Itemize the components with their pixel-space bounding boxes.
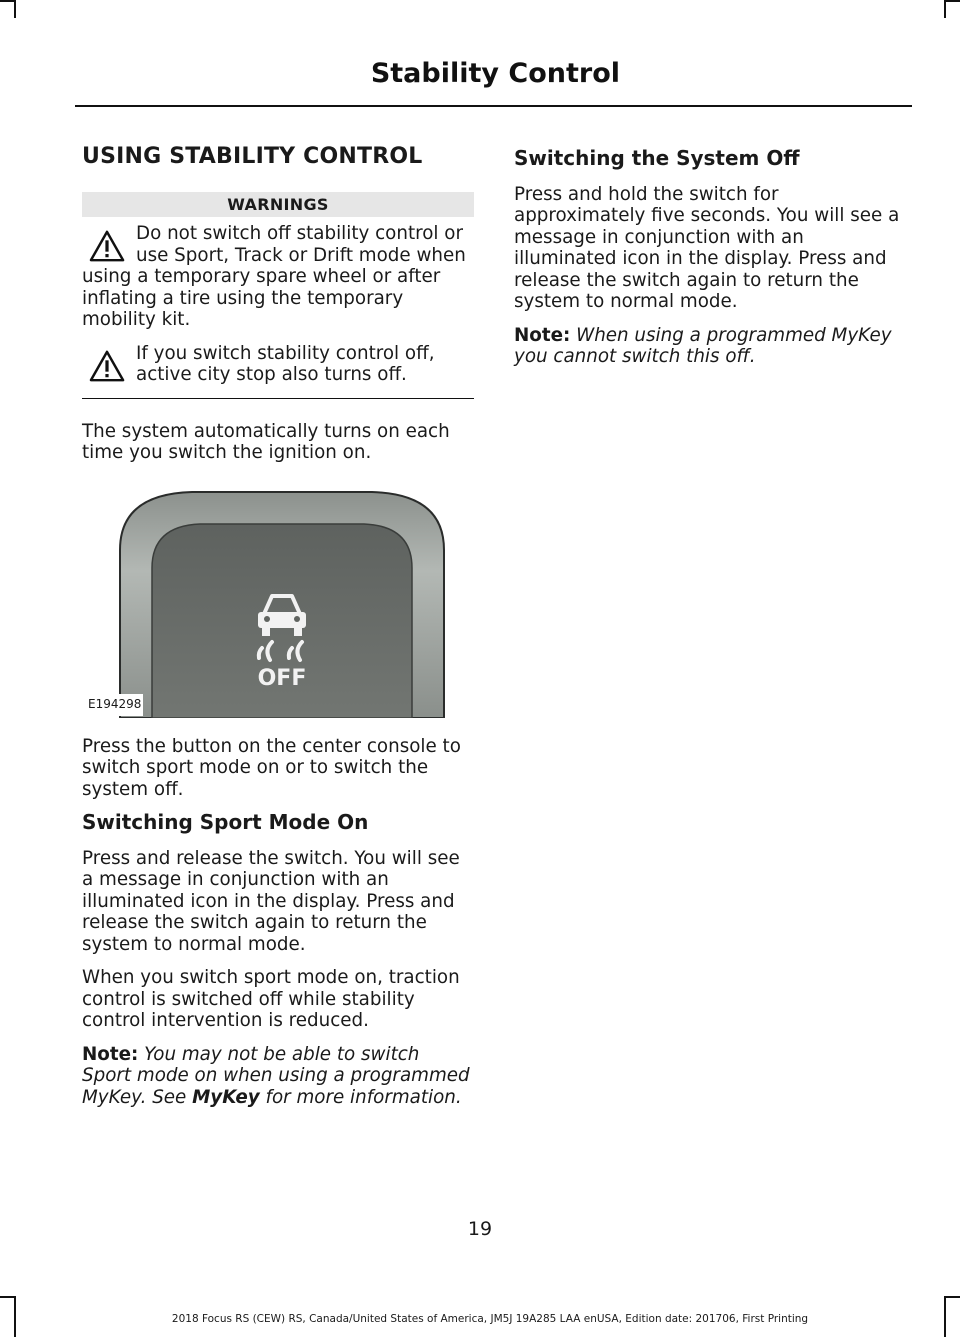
note [514,325,906,368]
section-heading: USING STABILITY CONTROL [82,144,423,169]
left-column [82,138,474,1120]
page-title: Stability Control [370,58,620,89]
warning-item [82,223,474,331]
paragraph: When you switch sport mode on, traction control is switched off while stability control intervention is reduced. [82,967,460,1031]
paragraph: Press and release the switch. You will see a message in conjunction with an illuminated icon in the display. Press and release the switch again to return the system to normal mode. [82,847,460,955]
warning-triangle-icon [88,349,126,383]
figure-code: E194298 [86,694,143,716]
note-text: You may not be able to switch Sport mode on when using a programmed MyKey. See [82,1043,470,1108]
note [82,1044,474,1109]
console-button-figure [82,490,474,718]
crop-mark [944,0,946,18]
warning-item [82,343,474,386]
warning-text: If you switch stability control off, active city stop also turns off. [136,342,435,385]
note-text: When using a programmed MyKey you cannot switch this off. [514,324,892,367]
note-label: Note: [514,324,571,346]
warnings-heading: WARNINGS [82,192,474,218]
right-column [514,138,906,380]
paragraph: Press and hold the switch for approximately five seconds. You will see a message in conjunction with an illuminated icon in the display. Press and release the switch again to return the system to normal mode. [514,183,900,312]
crop-mark [14,0,16,18]
paragraph: Press the button on the center console to switch sport mode on or to switch the system off. [82,735,461,800]
paragraph: The system automatically turns on each time you switch the ignition on. [82,420,450,463]
note-label: Note: [82,1043,139,1065]
subheading: Switching Sport Mode On [82,810,369,834]
crop-mark [0,1296,16,1298]
stability-button-illustration [82,490,474,718]
warnings-divider [82,398,474,399]
crop-mark [944,0,960,2]
off-label: OFF [257,665,307,691]
crop-mark [944,1296,960,1298]
warning-text: Do not switch off stability control or use Sport, Track or Drift mode when using a temporary spare wheel or after inflating a tire using the temporary mobility kit. [82,223,466,330]
page-number: 19 [467,1218,493,1240]
subheading: Switching the System Off [514,146,800,170]
note-text: for more information. [265,1086,462,1108]
crop-mark [0,0,14,2]
header-rule [75,105,912,107]
footer-edition-info: 2018 Focus RS (CEW) RS, Canada/United States of America, JM5J 19A285 LAA enUSA, Edition date: 201706, First Printing [171,1313,809,1325]
cross-reference-link[interactable]: MyKey [192,1086,260,1108]
warning-triangle-icon [88,229,126,263]
